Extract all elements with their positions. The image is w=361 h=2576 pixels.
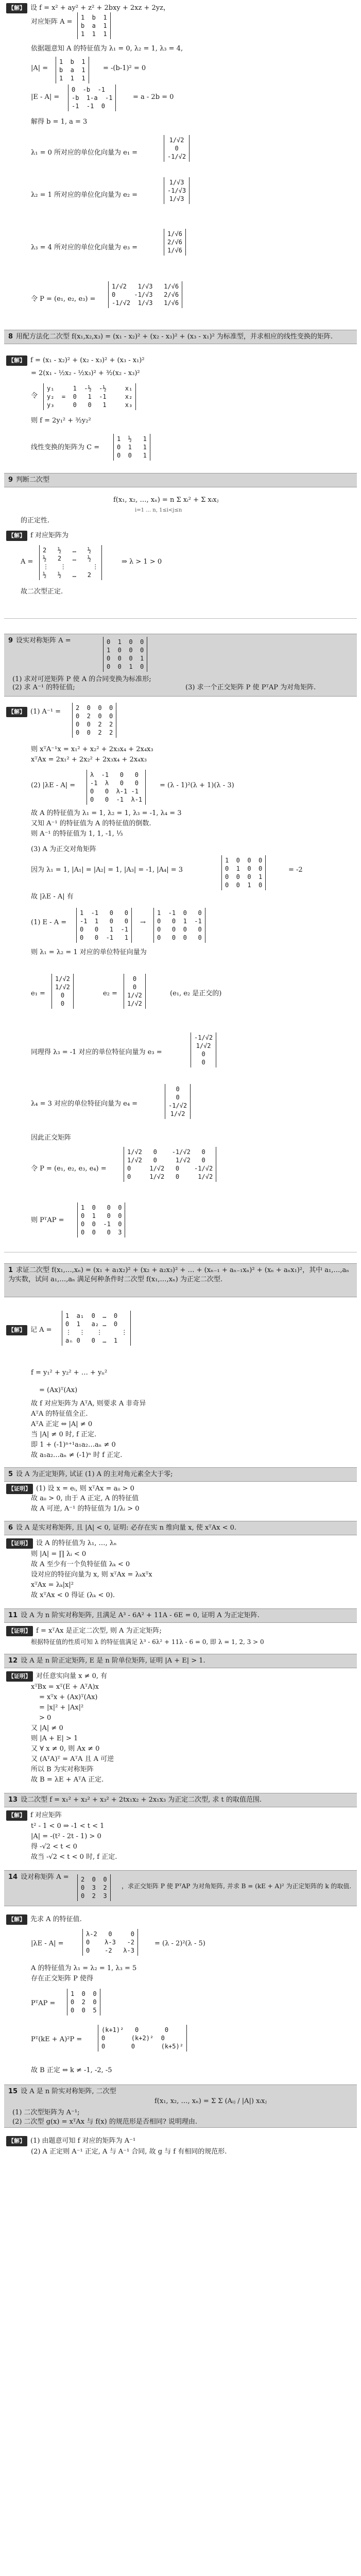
text-line: 故 |λE - A| 有 (31, 893, 74, 901)
matrix: 2 0 0 0 3 2 0 2 3 (77, 1874, 111, 1901)
vector: 1/√2 1/√2 0 0 (51, 974, 74, 1009)
matrix: (k+1)² 0 0 0 (k+2)² 0 0 0 (k+5)² (98, 2025, 187, 2052)
text-line: |A| = (31, 64, 48, 72)
solution-tag: 【证明】 f = xᵀAx 是正定二次型, 则 A 为正定矩阵; (6, 1626, 162, 1636)
text-line: 故 aᵢᵢ > 0, 由于 A 正定, A 的特征值 (31, 1495, 139, 1502)
text-line: Pᵀ(kE + A)²P = (31, 2036, 82, 2043)
text-line: 根据特征值的性质可知 λ 的特征值满足 λ³ - 6λ² + 11λ - 6 = 0, 即 λ = 1, 2, 3 > 0 (31, 1638, 264, 1646)
text-line: AᵀA 正定 ⇔ |A| ≠ 0 (31, 1420, 93, 1428)
problem-statement: 5 设 A 为正定矩阵, 试证 (1) A 的主对角元素全大于零; (4, 1467, 357, 1482)
text-line: e₁ = (31, 990, 45, 997)
text-line: 故 B 正定 ⇔ k ≠ -1, -2, -5 (31, 2066, 112, 2074)
solution-tag: 【解】 (1) 由题意可知 f 对应的矩阵为 A⁻¹ (6, 2136, 135, 2146)
problem-statement: 15 设 A 是 n 阶实对称矩阵, 二次型 (4, 2084, 357, 2128)
text-line: 因为 λ₁ = 1, |A₁| = |A₂| = 1, |A₃| = -1, |A₄| = 3 (31, 866, 183, 874)
problem-statement: 9 判断二次型 (4, 473, 357, 487)
text-line: xᵀBx = xᵀ(E + AᵀA)x (31, 1683, 99, 1691)
matrix: 1 0 0 0 0 1 0 0 0 0 -1 0 0 0 0 3 (77, 1202, 125, 1238)
vector: 1/√2 0 -1/√2 (164, 135, 190, 162)
text-line: 令 (31, 392, 38, 400)
text-line: 令 P = (e₁, e₂, e₃) = (31, 295, 96, 303)
vector: 1/√3 -1/√3 1/√3 (164, 177, 190, 204)
question: (2) 二次型 g(x) = xᵀAx 与 f(x) 的规范形是否相同? 说明理由. (12, 2118, 198, 2126)
text-line: 则 λ₁ = λ₂ = 1 对应的单位特征向量为 (31, 948, 147, 956)
text-line: 线性变换的矩阵为 C = (31, 444, 100, 451)
determinant: 1 b 1 b a 1 1 1 1 (56, 57, 89, 83)
text-line: 故 xᵀAx < 0 得证 (λₖ < 0). (31, 1591, 115, 1599)
vector: -1/√2 1/√2 0 0 (191, 1032, 216, 1067)
matrix: 0 1 0 0 1 0 0 0 0 0 0 1 0 0 1 0 (103, 637, 147, 672)
formula: f(x₁, x₂, …, xₙ) = Σ Σ (Aᵢⱼ / |A|) xᵢxⱼ (154, 2097, 267, 2105)
problem-statement: 8 用配方法化二次型 f(x₁,x₂,x₃) = (x₁ - x₂)² + (x₂ - x₃)² + (x₃ - x₁)² 为标准型，并求相应的线性变换的矩阵. (4, 330, 357, 344)
text-line: 则 |A| = ∏ λᵢ < 0 (31, 1550, 87, 1558)
text-line: xᵀAx = 2x₁² + 2x₂² + 2x₃x₄ + 2x₄x₃ (31, 756, 147, 764)
text-line: 故当 -√2 < t < 0 时, f 正定. (31, 1853, 117, 1861)
solution-tag: 【解】 先求 A 的特征值. (6, 1914, 82, 1925)
matrix: 1 -1 0 0 -1 1 0 0 0 0 1 -1 0 0 -1 1 (76, 908, 132, 943)
matrix: 1 a₁ 0 … 0 0 1 a₂ … 0 ⋮ ⋮ ⋮ ⋮ aₙ 0 0 … 1 (62, 1311, 131, 1346)
problem-statement: 14 设对称矩阵 A = (4, 1870, 357, 1906)
text-line: xᵀAx = λₖ|x|² (31, 1581, 74, 1589)
text-line: λ₃ = 4 所对应的单位化向量为 e₃ = (31, 244, 138, 251)
problem-statement: 11 设 A 为 n 阶实对称矩阵, 且满足 A³ - 6A² + 11A - 6E = 0, 证明 A 为正定矩阵. (4, 1608, 357, 1623)
text-line: 则 A⁻¹ 的特征值为 1, 1, -1, ⅓ (31, 830, 123, 838)
divider (4, 618, 357, 619)
solution-tag: 【解】 f 对应矩阵 (6, 1810, 62, 1821)
text-line: = (λ - 2)²(λ - 5) (154, 1940, 205, 1947)
text-line: ，求正交矩阵 P 使 PᵀAP 为对角矩阵, 并求 B = (kE + A)² 为正定矩阵的 k 的取值. (122, 1883, 352, 1890)
text-line: 故 A 的特征值为 λ₁ = 1, λ₂ = 1, λ₃ = -1, λ₄ = 3 (31, 809, 182, 817)
text-line: 因此正交矩阵 (31, 1134, 72, 1142)
formula: f(x₁, x₂, …, xₙ) = n Σ xᵢ² + Σ xᵢxⱼ (113, 496, 219, 504)
question: (2) 求 A⁻¹ 的特征值; (12, 684, 75, 691)
vector: 1/√6 2/√6 1/√6 (164, 229, 186, 256)
text-line: (1) E - A = (31, 919, 67, 926)
text-line: 故 A 至少有一个负特征值 λₖ < 0 (31, 1561, 130, 1568)
arrow: → (140, 919, 146, 926)
vector: 0 0 1/√2 1/√2 (124, 974, 146, 1009)
text-line: = 2(x₁ - ½x₂ - ½x₃)² + ³⁄₂(x₂ - x₃)² (31, 369, 140, 377)
text-line: t² - 1 < 0 ⇒ -1 < t < 1 (31, 1822, 105, 1830)
text-line: f = y₁² + y₂² + … + yₙ² (31, 1369, 108, 1377)
text-line: |A| = -(t² - 2t - 1) > 0 (31, 1833, 101, 1840)
problem-statement: 13 设二次型 f = x₁² + x₂² + x₃² + 2tx₁x₂ + 2x₁x₃ 为正定二次型, 求 t 的取值范围. (4, 1793, 357, 1807)
question: (3) 求一个正交矩阵 P 使 PᵀAP 为对角矩阵. (185, 684, 316, 691)
text-line: (2) A 正定则 A⁻¹ 正定, A 与 A⁻¹ 合同, 故 g 与 f 有相同的规范形. (31, 2148, 227, 2156)
solution-tag: 【证明】 设 A 的特征值为 λ₁, …, λₙ (6, 1538, 117, 1549)
text-line: = a - 2b = 0 (133, 93, 174, 101)
text-line: 当 |A| ≠ 0 时, f 正定. (31, 1431, 97, 1438)
text-line: 所以 B 为实对称矩阵 (31, 1766, 94, 1773)
text-line: 故二次型正定. (21, 588, 63, 596)
text-line: AᵀA 的特征值全正. (31, 1410, 88, 1418)
text-line: λ₂ = 1 所对应的单位化向量为 e₂ = (31, 191, 138, 199)
solution-tag: 【解】 f = (x₁ - x₂)² + (x₂ - x₃)² + (x₃ - x₁)² (6, 355, 145, 366)
question: (1) 二次型矩阵为 A⁻¹; (12, 2109, 80, 2116)
text-line: 对应矩阵 A = (31, 18, 73, 26)
text-line: λ₁ = 0 所对应的单位化向量为 e₁ = (31, 149, 138, 157)
text-line: A = (21, 558, 33, 566)
text-line: 则 f = 2y₁² + ³⁄₂y₂² (31, 417, 91, 425)
solution-tag: 【证明】 对任意实向量 x ≠ 0, 有 (6, 1671, 107, 1682)
text-line: 又知 A⁻¹ 的特征值为 A 的特征值的倒数. (31, 820, 151, 827)
text-line: 存在正交矩阵 P 使得 (31, 1975, 94, 1982)
text-line: 又 ∀ x ≠ 0, 则 Ax ≠ 0 (31, 1745, 100, 1753)
text-line: > 0 (39, 1714, 51, 1722)
problem-statement: 6 设 A 是实对称矩阵, 且 |A| < 0, 证明: 必存在实 n 维向量 x, 使 xᵀAx < 0. (4, 1521, 357, 1535)
text-line: λ₄ = 3 对应的单位特征向量为 e₄ = (31, 1100, 138, 1108)
matrix: 1/√2 0 -1/√2 0 1/√2 0 1/√2 0 0 1/√2 0 -1/√2 0 1/√2 0 1/√2 (124, 1147, 216, 1182)
formula-limits: i=1 … n, 1≤i<j≤n (135, 507, 182, 513)
solution-tag: 【解】 记 A = (6, 1325, 52, 1335)
text-line: A 的特征值为 λ₁ = λ₂ = 1, λ₃ = 5 (31, 1964, 137, 1972)
text-line: 同理得 λ₃ = -1 对应的单位特征向量为 e₃ = (31, 1048, 162, 1056)
text-line: 依据题意知 A 的特征值为 λ₁ = 0, λ₂ = 1, λ₃ = 4, (31, 45, 183, 53)
text-line: = (Ax)ᵀ(Ax) (39, 1386, 78, 1394)
vector: 0 0 -1/√2 1/√2 (165, 1084, 191, 1119)
text-line: 即 1 + (-1)ⁿ⁺¹a₁a₂…aₙ ≠ 0 (31, 1441, 116, 1449)
text-line: (e₁, e₂ 是正交的) (170, 990, 222, 997)
text-line: |λE - A| = (31, 1940, 64, 1947)
text-line: 设对应的特征向量为 x, 则 xᵀAx = λₖxᵀx (31, 1571, 152, 1579)
text-line: e₂ = (103, 990, 117, 997)
text-line: 则 |A + E| > 1 (31, 1735, 78, 1742)
text-line: = xᵀx + (Ax)ᵀ(Ax) (39, 1693, 98, 1701)
matrix: 1 0 0 0 0 1 0 0 0 0 0 1 0 0 1 0 (221, 855, 266, 890)
determinant: λ-2 0 0 0 λ-3 -2 0 -2 λ-3 (82, 1929, 138, 1956)
matrix: 1/√2 1/√3 1/√6 0 -1/√3 2/√6 -1/√2 1/√3 1/√6 (108, 281, 182, 308)
text-line: 解得 b = 1, a = 3 (31, 118, 88, 126)
matrix: y₁ 1 -½ -½ x₁ y₂ = 0 1 -1 x₂ y₃ 0 0 1 x₃ (43, 383, 136, 410)
text-line: 则 PᵀAP = (31, 1216, 64, 1224)
determinant: λ -1 0 0 -1 λ 0 0 0 0 λ-1 -1 0 0 -1 λ-1 (87, 770, 146, 805)
solution-tag: 【解】 f 对应矩阵为 (6, 531, 68, 541)
text-line: 的正定性. (21, 517, 50, 524)
text-line: |E - A| = (31, 93, 60, 101)
matrix: 1 ½ 1 0 1 1 0 0 1 (113, 434, 150, 461)
solution-tag: 【证明】 (1) 设 x = eᵢ, 则 xᵀAx = aᵢᵢ > 0 (6, 1484, 134, 1494)
text-line: = -(b-1)² = 0 (103, 64, 146, 72)
text-line: ⇒ λ > 1 > 0 (122, 558, 162, 566)
text-line: 令 P = (e₁, e₂, e₃, e₄) = (31, 1165, 107, 1173)
determinant: 0 -b -1 -b 1-a -1 -1 -1 0 (68, 84, 116, 111)
matrix: 1 -1 0 0 0 0 1 -1 0 0 0 0 0 0 0 0 (153, 908, 205, 943)
problem-statement: 1 求证二次型 f(x₁,…,xₙ) = (x₁ + a₁x₂)² + (x₂ + a₂x₃)² + … + (xₙ₋₁ + aₙ₋₁xₙ)² + (xₙ + aₙx₁)²，其中 a₁,…,aₙ 为实数，试问 a₁,…,aₙ 满足何种条件时二次型 f(x₁,…,xₙ) 为正定二次型. (4, 1263, 357, 1297)
text-line: 又 |A| ≠ 0 (31, 1724, 63, 1732)
text-line: 又 (AᵀA)ᵀ = AᵀA 且 A 可逆 (31, 1755, 114, 1763)
question: (1) 求对可逆矩阵 P 使 A 的合同变换为标准形; (12, 675, 151, 683)
problem-statement: 12 设 A 是 n 阶正定矩阵, E 是 n 阶单位矩阵, 证明 |A + E| > 1. (4, 1654, 357, 1668)
text-line: = -2 (288, 866, 303, 874)
solution-tag: 【解】 设 f = x² + ay² + z² + 2bxy + 2xz + 2yz， (6, 3, 170, 13)
matrix: 2 ½ … ½ ½ 2 … ½ ⋮ ⋮ ⋮ ½ ½ … 2 (39, 545, 102, 580)
text-line: 故 a₁a₂…aₙ ≠ (-1)ⁿ 时 f 正定. (31, 1451, 123, 1459)
text-line: PᵀAP = (31, 1999, 56, 2007)
text-line: 则 xᵀA⁻¹x = x₁² + x₂² + 2x₃x₄ + 2x₄x₃ (31, 745, 153, 753)
text-line: = (λ - 1)²(λ + 1)(λ - 3) (160, 782, 234, 789)
text-line: 故 f 对应矩阵为 AᵀA, 则要求 A 非奇异 (31, 1400, 146, 1408)
text-line: 得 -√2 < t < 0 (31, 1843, 77, 1851)
problem-statement: 9 设实对称矩阵 A = (4, 634, 357, 697)
text-line: (2) |λE - A| = (31, 782, 76, 789)
solution-tag: 【解】 (1) A⁻¹ = (6, 707, 61, 717)
matrix: 1 b 1 b a 1 1 1 1 (77, 12, 111, 39)
text-line: = |x|² + |Ax|² (39, 1704, 84, 1711)
matrix: 2 0 0 0 0 2 0 0 0 0 2 2 0 0 2 2 (72, 703, 116, 738)
text-line: (3) A 为正交对角矩阵 (31, 845, 97, 853)
text-line: 故 B = λE + AᵀA 正定. (31, 1776, 104, 1784)
matrix: 1 0 0 0 2 0 0 0 5 (67, 1989, 100, 2015)
text-line: 故 A 可逆, A⁻¹ 的特征值为 1/λᵢ > 0 (31, 1505, 140, 1513)
